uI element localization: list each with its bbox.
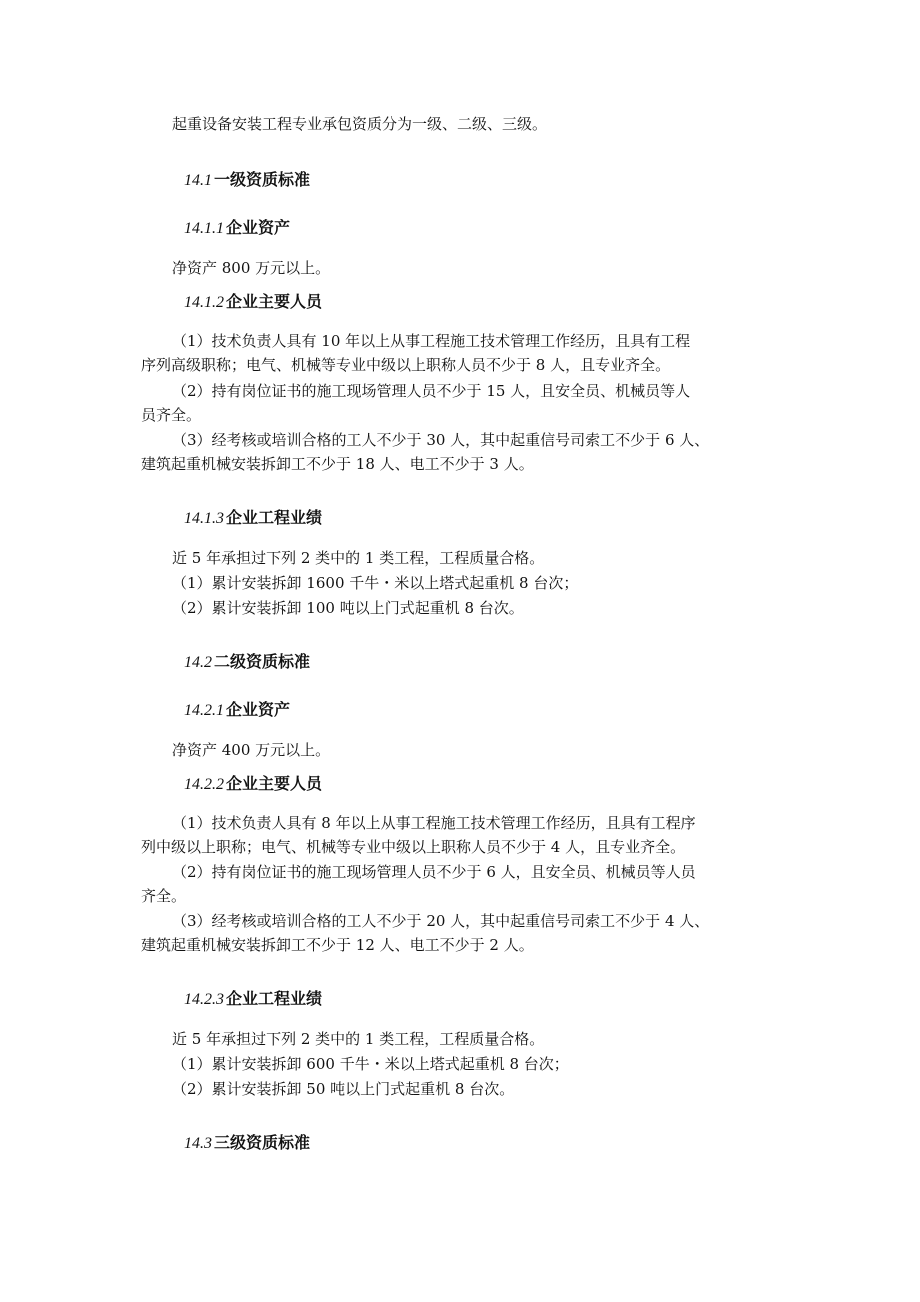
- personnel-item-1-line-2: 序列高级职称；电气、机械等专业中级以上职称人员不少于 8 人，且专业齐全。: [141, 356, 671, 374]
- section-heading-14-1-3: [184, 506, 322, 531]
- section-title: 三级资质标准: [214, 1133, 311, 1152]
- performance-item-1: （1）累计安装拆卸 600 千牛・米以上塔式起重机 8 台次；: [172, 1055, 569, 1073]
- personnel-item-1-line-2: 列中级以上职称；电气、机械等专业中级以上职称人员不少于 4 人，且专业齐全。: [141, 838, 686, 856]
- personnel-item-3-line-2: 建筑起重机械安装拆卸工不少于 12 人、电工不少于 2 人。: [141, 936, 534, 954]
- section-title: 企业主要人员: [226, 774, 323, 793]
- section-heading-14-2-2: [184, 772, 322, 797]
- performance-item-2: （2）累计安装拆卸 100 吨以上门式起重机 8 台次。: [172, 599, 524, 617]
- section-title: 企业工程业绩: [226, 508, 323, 527]
- performance-item-1: （1）累计安装拆卸 1600 千牛・米以上塔式起重机 8 台次；: [172, 574, 579, 592]
- personnel-item-2-line-1: （2）持有岗位证书的施工现场管理人员不少于 15 人，且安全员、机械员等人: [172, 382, 691, 400]
- section-heading-14-2-1: [184, 698, 290, 723]
- section-title: 企业资产: [226, 700, 291, 719]
- personnel-item-2-line-2: 员齐全。: [141, 406, 202, 424]
- section-number: 14.2.2: [184, 776, 224, 793]
- section-heading-14-1-1: [184, 216, 290, 241]
- section-number: 14.2.3: [184, 991, 224, 1008]
- intro-paragraph: 起重设备安装工程专业承包资质分为一级、二级、三级。: [172, 115, 548, 133]
- section-heading-14-2: [184, 650, 310, 675]
- personnel-item-1-line-1: （1）技术负责人具有 10 年以上从事工程施工技术管理工作经历，且具有工程: [172, 332, 691, 350]
- section-number: 14.2: [184, 654, 212, 671]
- section-title: 二级资质标准: [214, 652, 311, 671]
- section-number: 14.1.2: [184, 294, 224, 311]
- section-title: 企业主要人员: [226, 292, 323, 311]
- personnel-item-3-line-1: （3）经考核或培训合格的工人不少于 20 人，其中起重信号司索工不少于 4 人、: [172, 912, 710, 930]
- net-assets-text: 净资产 400 万元以上。: [172, 741, 331, 759]
- section-title: 企业资产: [226, 218, 291, 237]
- section-heading-14-3: [184, 1131, 310, 1156]
- section-heading-14-2-3: [184, 987, 322, 1012]
- section-number: 14.3: [184, 1135, 212, 1152]
- net-assets-text: 净资产 800 万元以上。: [172, 259, 331, 277]
- section-number: 14.1.1: [184, 220, 224, 237]
- section-title: 一级资质标准: [214, 170, 311, 189]
- performance-summary: 近 5 年承担过下列 2 类中的 1 类工程，工程质量合格。: [172, 549, 545, 567]
- performance-item-2: （2）累计安装拆卸 50 吨以上门式起重机 8 台次。: [172, 1080, 515, 1098]
- section-number: 14.1: [184, 172, 212, 189]
- section-number: 14.2.1: [184, 702, 224, 719]
- personnel-item-2-line-1: （2）持有岗位证书的施工现场管理人员不少于 6 人，且安全员、机械员等人员: [172, 863, 696, 881]
- personnel-item-1-line-1: （1）技术负责人具有 8 年以上从事工程施工技术管理工作经历，且具有工程序: [172, 814, 696, 832]
- section-number: 14.1.3: [184, 510, 224, 527]
- personnel-item-3-line-2: 建筑起重机械安装拆卸工不少于 18 人、电工不少于 3 人。: [141, 455, 534, 473]
- section-heading-14-1: [184, 168, 310, 193]
- personnel-item-2-line-2: 齐全。: [141, 887, 187, 905]
- personnel-item-3-line-1: （3）经考核或培训合格的工人不少于 30 人，其中起重信号司索工不少于 6 人、: [172, 431, 710, 449]
- section-title: 企业工程业绩: [226, 989, 323, 1008]
- section-heading-14-1-2: [184, 290, 322, 315]
- performance-summary: 近 5 年承担过下列 2 类中的 1 类工程，工程质量合格。: [172, 1030, 545, 1048]
